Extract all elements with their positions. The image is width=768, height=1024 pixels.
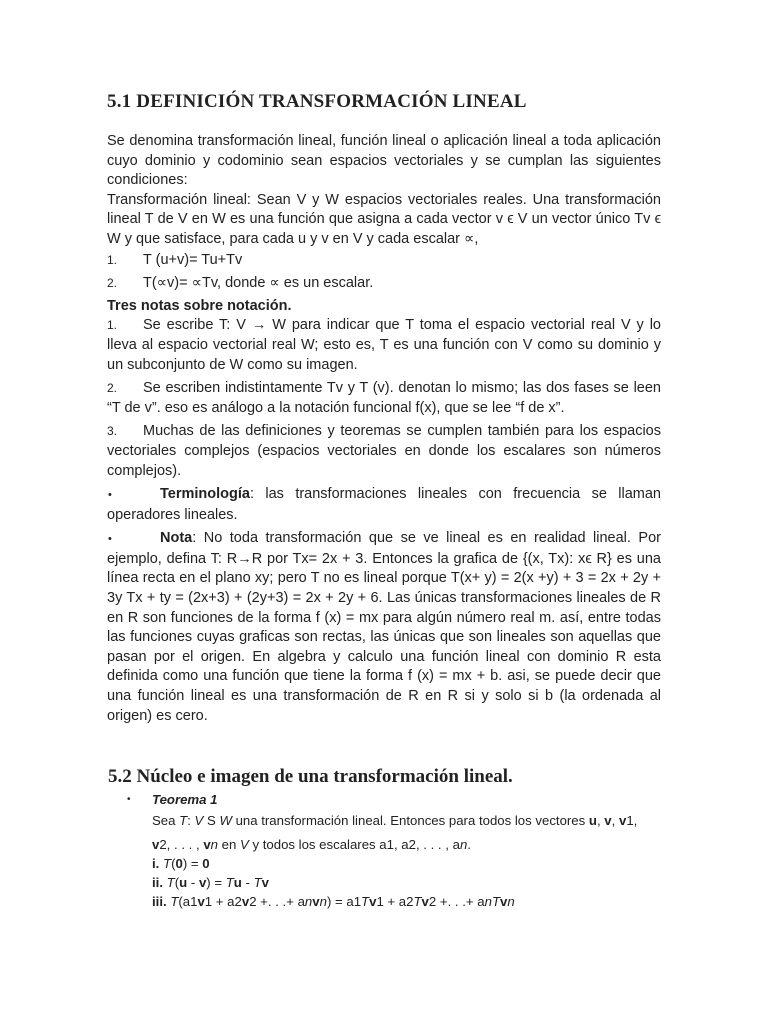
section-2-heading: 5.2 Núcleo e imagen de una transformación lineal. — [108, 766, 513, 787]
note-item — [107, 379, 661, 418]
condition-text: T(∝v)= ∝Tv, donde ∝ es un escalar. — [143, 275, 374, 292]
bullet-mark: • — [127, 794, 131, 805]
bullet-item — [107, 529, 661, 726]
note-item — [107, 422, 661, 481]
condition-item — [107, 274, 661, 294]
note-number: 3. — [107, 424, 118, 439]
definition-paragraph: Transformación lineal: Sean V y W espacios vectoriales reales. Una transformación lineal T de V en W es una función que asigna a cada vector v ϵ V un vector único Tv ϵ W y que satisface, para cada u y v en V y cada escalar ∝, — [107, 191, 661, 247]
note-number: 2. — [107, 381, 118, 396]
note-number: 1. — [107, 318, 118, 333]
notes-heading: Tres notas sobre notación. — [107, 297, 292, 314]
bullet-label: Terminología — [160, 486, 250, 503]
theorem-statement: Sea T: V S W una transformación lineal. Entonces para todos los vectores u, v, v1, — [152, 813, 638, 828]
bullet-item — [107, 485, 661, 525]
condition-text: T (u+v)= Tu+Tv — [143, 251, 243, 268]
bullet-label: Nota — [160, 530, 193, 547]
bullet-mark: • — [108, 533, 112, 546]
intro-paragraph: Se denomina transformación lineal, función lineal o aplicación lineal a toda aplicación cuyo dominio y codominio sean espacios vectoriales y se cumplan las siguientes condiciones: — [107, 133, 661, 189]
note-text: Se escribe T: V → W para indicar que T toma el espacio vectorial real V y lo lleva al espacio vectorial real W; esto es, T es una función con V como su dominio y un subconjunto de W como su imagen. — [107, 317, 661, 373]
theorem-item-iii: iii. T(a1v1 + a2v2 +. . .+ anvn) = a1Tv1 + a2Tv2 +. . .+ anTvn — [152, 894, 515, 909]
section-1-heading: 5.1 DEFINICIÓN TRANSFORMACIÓN LINEAL — [107, 91, 527, 112]
bullet-mark: • — [108, 489, 112, 502]
bullet-text: : No toda transformación que se ve lineal es en realidad lineal. Por ejemplo, defina T: R→R por Tx= 2x + 3. Entonces la grafica de {(x, Tx): xϵ R} es una línea recta en el plano xy; pero T no es lineal porque T(x+ y) = 2(x +y) + 3 = 2x + 2y + 3y Tx + ty = (2x+3) + (2y+3) = 2x + 2y + 6. Las únicas transformaciones lineales de R en R son funciones de la forma f (x) = mx para algún número real m. así, entre todas las funciones cuyas graficas son rectas, las únicas que son lineales son aquellas que pasan por el origen. En algebra y calculo una función lineal con dominio R esta definida como una función que tiene la forma f (x) = mx + b. asi, se puede decir que una función lineal es una transformación de R en R si y solo si b (la ordenada al origen) es cero. — [107, 530, 661, 724]
note-item — [107, 316, 661, 375]
theorem-statement-continued: v2, . . . , vn en V y todos los escalares a1, a2, . . . , an. — [152, 837, 471, 852]
condition-number: 2. — [107, 276, 118, 291]
condition-item — [107, 251, 661, 271]
condition-number: 1. — [107, 252, 118, 267]
theorem-item-i: i. T(0) = 0 — [152, 856, 210, 871]
note-text: Se escriben indistintamente Tv y T (v). denotan lo mismo; las dos fases se leen “T de v”. eso es análogo a la notación funcional f(x), que se lee “f de x”. — [107, 380, 661, 416]
section-1-body — [107, 132, 661, 726]
bullet-text: : las transformaciones lineales con frecuencia se llaman operadores lineales. — [107, 486, 661, 523]
note-text: Muchas de las definiciones y teoremas se cumplen también para los espacios vectoriales complejos (espacios vectoriales en donde los escalares son números complejos). — [107, 423, 661, 479]
theorem-block — [127, 790, 661, 911]
theorem-item-ii: ii. T(u - v) = Tu - Tv — [152, 875, 269, 890]
theorem-title: Teorema 1 — [152, 792, 218, 807]
